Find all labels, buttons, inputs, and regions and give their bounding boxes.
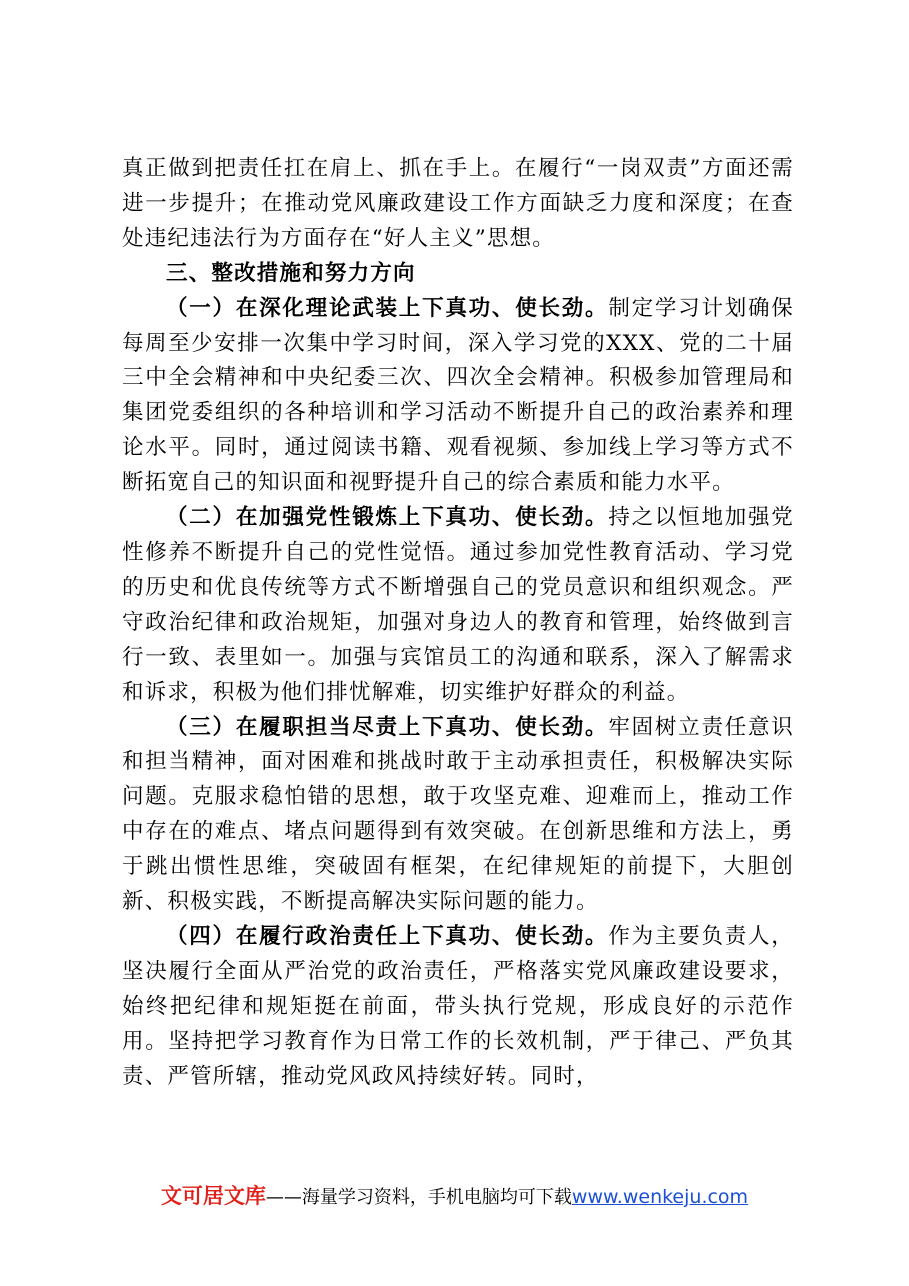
measure-paragraph-1 <box>122 292 794 501</box>
measure-text-3: 牢固树立责任意识和担当精神，面对困难和挑战时敢于主动承担责任，积极解决实际问题。克服求稳怕错的思想，敢于攻坚克难、迎难而上，推动工作中存在的难点、堵点问题得到有效突破。在创新思维和方法上，勇于跳出惯性思维，突破固有框架，在纪律规矩的前提下，大胆创新、积极实践，不断提高解决实际问题的能力。 <box>122 714 794 915</box>
measure-text-4: 作为主要负责人，坚决履行全面从严治党的政治责任，严格落实党风廉政建设要求，始终把纪律和规矩挺在前面，带头执行党规，形成良好的示范作用。坚持把学习教育作为日常工作的长效机制，严于律己、严负其责、严管所辖，推动党风政风持续好转。同时， <box>122 923 794 1089</box>
footer-brand: 文可居文库 <box>160 1184 266 1208</box>
measure-lead-2: （二）在加强党性锻炼上下真功、使长劲。 <box>166 505 609 531</box>
measure-paragraph-2 <box>122 501 794 710</box>
footer-slogan: ——海量学习资料，手机电脑均可下载 <box>265 1187 572 1208</box>
measure-text-1: 制定学习计划确保每周至少安排一次集中学习时间，深入学习党的XXX、党的二十届三中全会精神和中央纪委三次、四次全会精神。积极参加管理局和集团党委组织的各种培训和学习活动不断提升自己的政治素养和理论水平。同时，通过阅读书籍、观看视频、参加线上学习等方式不断拓宽自己的知识面和视野提升自己的综合素质和能力水平。 <box>122 295 794 496</box>
measure-paragraph-3 <box>122 711 794 920</box>
measure-paragraph-4 <box>122 920 794 1095</box>
measure-lead-3: （三）在履职担当尽责上下真功、使长劲。 <box>166 714 609 740</box>
section-heading: 三、整改措施和努力方向 <box>166 260 416 286</box>
document-body <box>122 152 794 1094</box>
footer-banner <box>0 1183 909 1211</box>
measure-text-2: 持之以恒地加强党性修养不断提升自己的党性觉悟。通过参加党性教育活动、学习党的历史和优良传统等方式不断增强自己的党员意识和组织观念。严守政治纪律和政治规矩，加强对身边人的教育和管理，始终做到言行一致、表里如一。加强与宾馆员工的沟通和联系，深入了解需求和诉求，积极为他们排忧解难，切实维护好群众的利益。 <box>122 505 794 705</box>
measure-lead-4: （四）在履行政治责任上下真功、使长劲。 <box>166 923 609 949</box>
footer-url-link[interactable]: www.wenkeju.com <box>571 1186 749 1208</box>
intro-paragraph: 真正做到把责任扛在肩上、抓在手上。在履行“一岗双责”方面还需进一步提升；在推动党风廉政建设工作方面缺乏力度和深度；在查处违纪违法行为方面存在“好人主义”思想。 <box>122 156 794 251</box>
measure-lead-1: （一）在深化理论武装上下真功、使长劲。 <box>166 295 609 321</box>
